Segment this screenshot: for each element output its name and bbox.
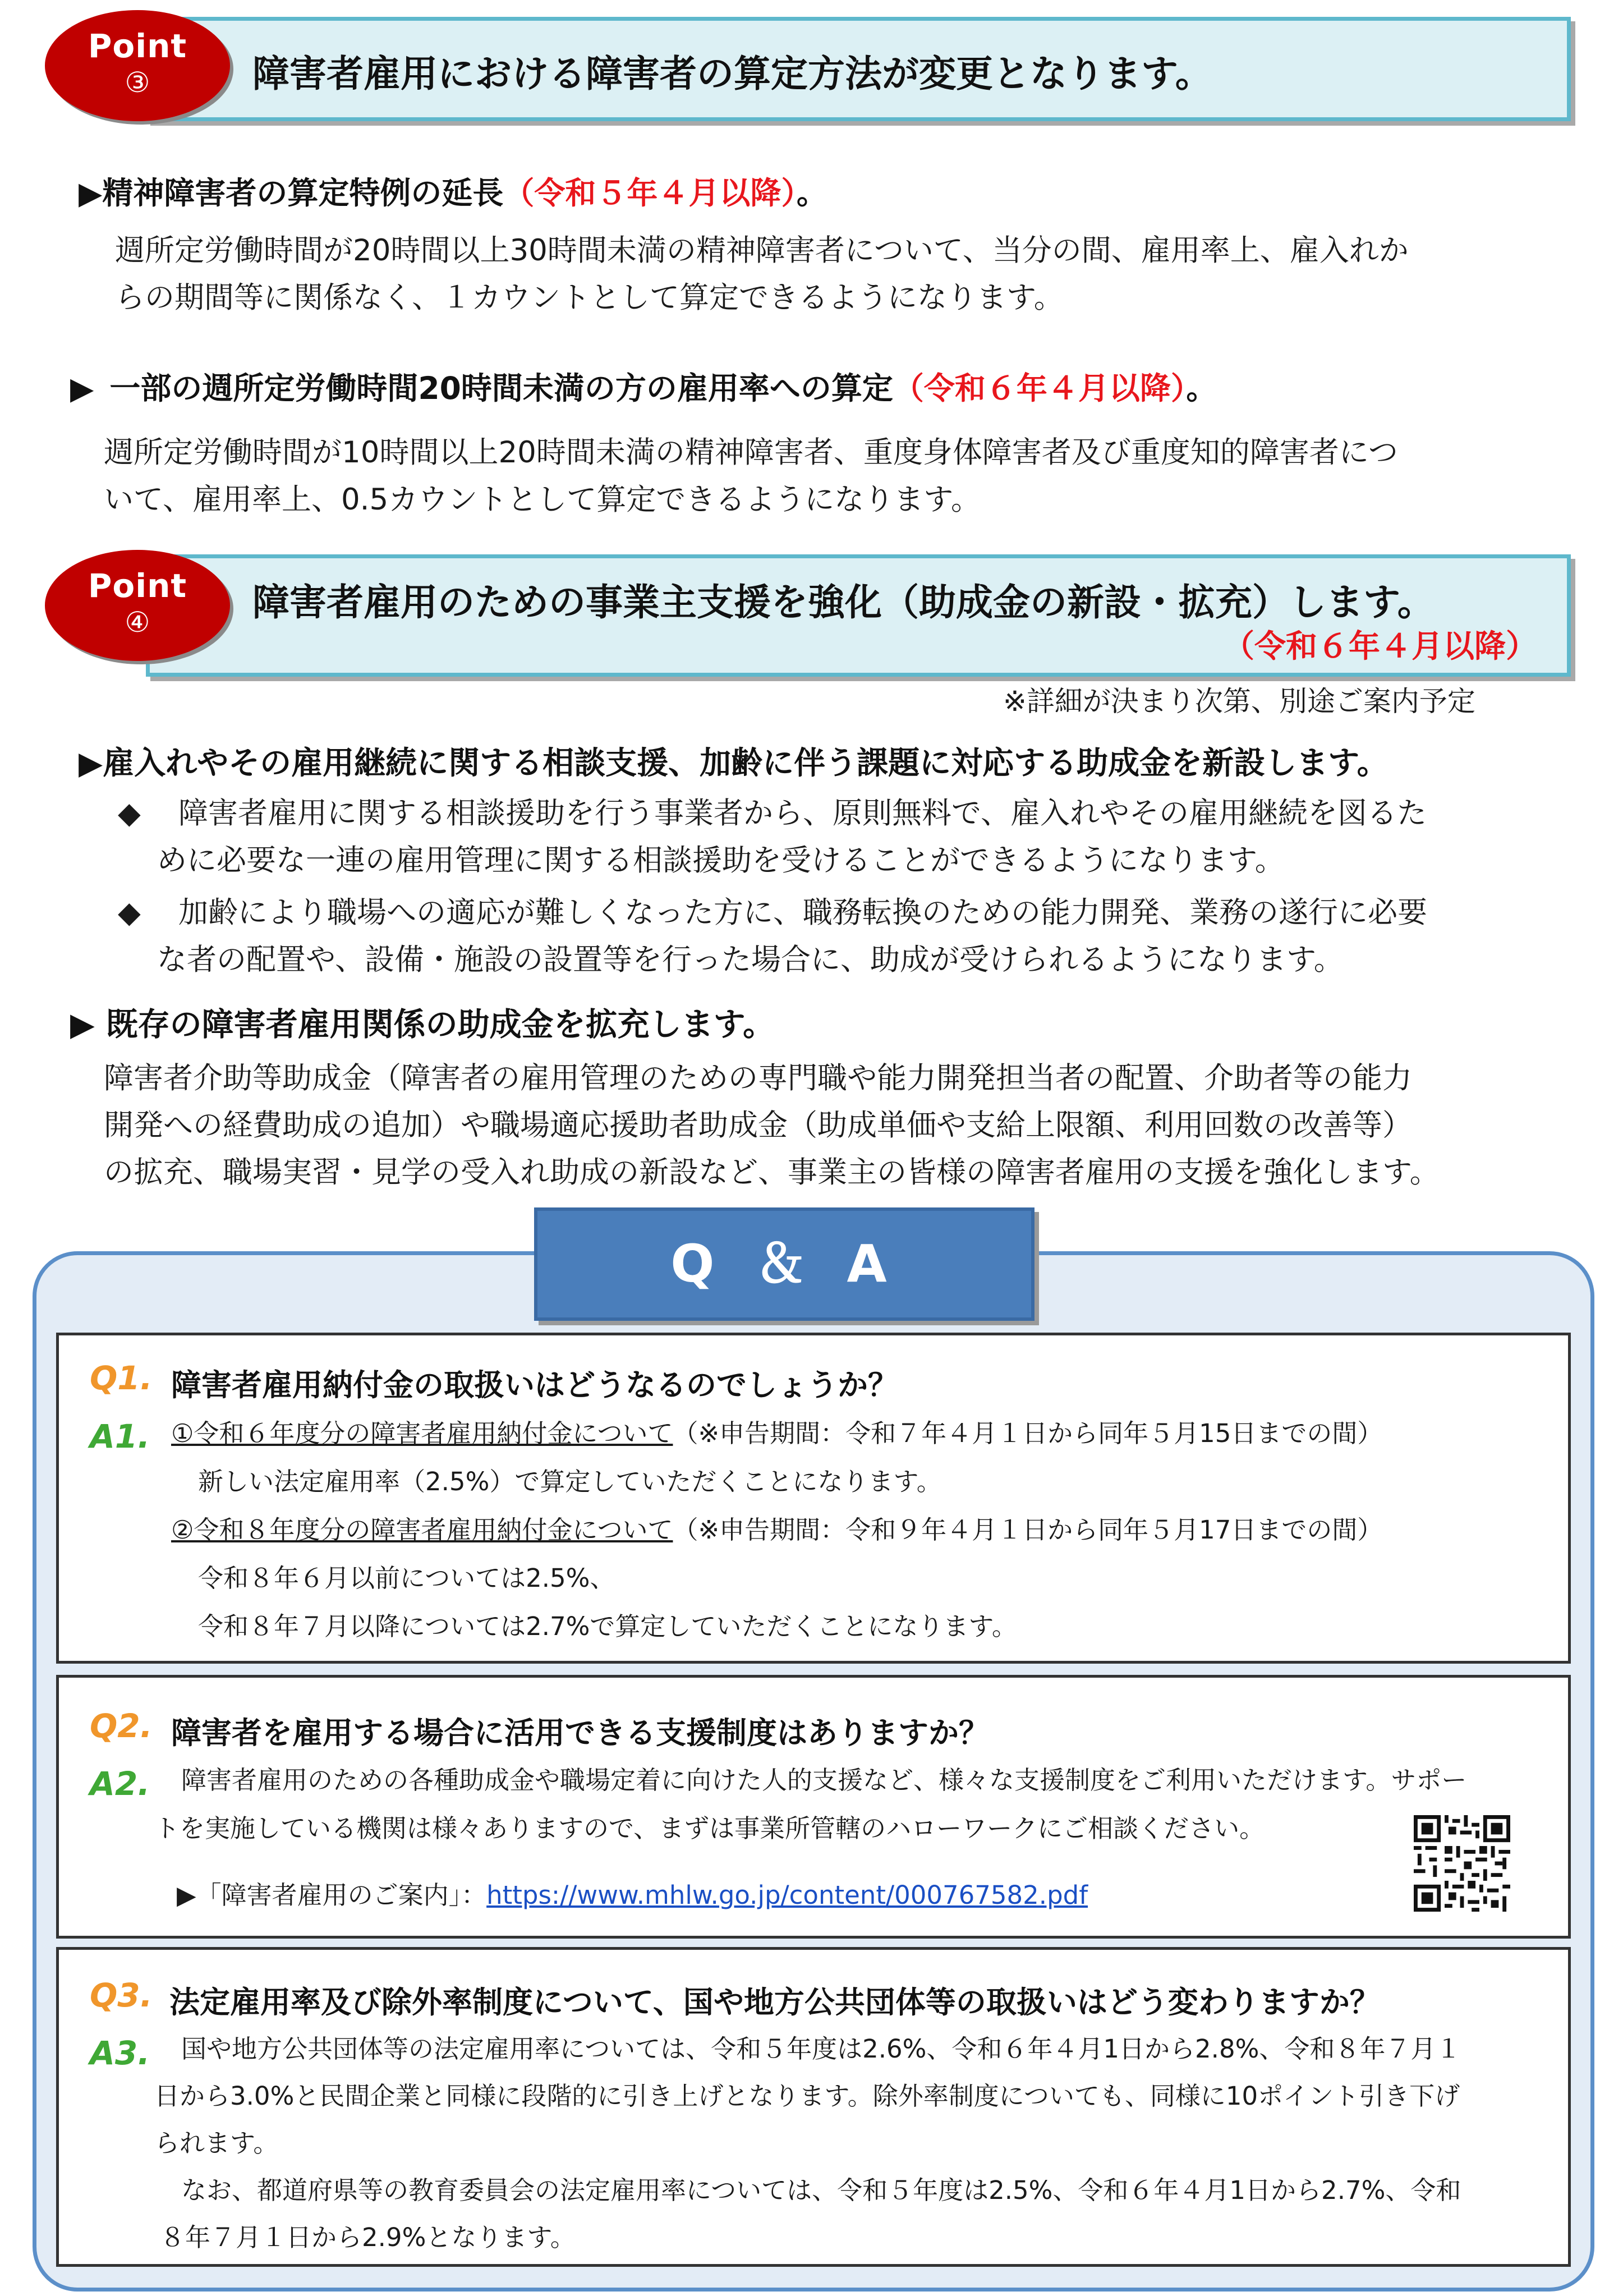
a1-part2-title: ②令和８年度分の障害者雇用納付金について [171, 1515, 673, 1545]
sec1-date: （令和５年４月以降） [503, 175, 797, 211]
point3-badge-number: ③ [125, 66, 150, 99]
q1-label: Q1. [90, 1359, 153, 1397]
sec2-marker-icon: ▶ [70, 370, 94, 406]
sec2-body: 週所定労働時間が10時間以上20時間未満の精神障害者、重度身体障害者及び重度知的障害者につ いて、雇用率上、0.5カウントとして算定できるようになります。 [104, 435, 1398, 517]
a2-link-label: ▶「障害者雇用のご案内」： [177, 1880, 487, 1910]
sec4-heading: ▶ 既存の障害者雇用関係の助成金を拡充します。 [70, 1006, 775, 1043]
diamond-bullet-icon: ◆ [118, 796, 141, 830]
point4-badge [45, 550, 230, 661]
sec1-body: 週所定労働時間が20時間以上30時間未満の精神障害者について、当分の間、雇用率上、雇入れか らの期間等に関係なく、１カウントとして算定できるようになります。 [115, 233, 1409, 315]
a1-label: A1. [90, 1417, 150, 1455]
qr-code-icon [1414, 1815, 1510, 1912]
point3-badge [45, 10, 230, 121]
point3-badge-word: Point [88, 27, 187, 65]
q2-label: Q2. [90, 1707, 153, 1745]
a3-label: A3. [90, 2034, 150, 2072]
a2-answer: 障害者雇用のための各種助成金や職場定着に向けた人的支援など、様々な支援制度をご利用いただけます。サポー トを実施している機関は様々ありますので、まずは事業所管轄のハローワークにご相談ください。 [154, 1765, 1467, 1843]
sec3-heading: ▶雇入れやその雇用継続に関する相談支援、加齢に伴う課題に対応する助成金を新設します。 [79, 745, 1388, 782]
diamond-bullet-icon: ◆ [118, 896, 141, 930]
qa-title: Q ＆ A [534, 1207, 1035, 1321]
q1-question: 障害者雇用納付金の取扱いはどうなるのでしょうか？ [171, 1367, 898, 1403]
a1-part1-title: ①令和６年度分の障害者雇用納付金について [171, 1418, 673, 1448]
q2-question: 障害者を雇用する場合に活用できる支援制度はありますか？ [171, 1715, 989, 1751]
q3-question: 法定雇用率及び除外率制度について、国や地方公共団体等の取扱いはどう変わりますか？ [169, 1985, 1380, 2020]
sec2-date: （令和６年４月以降） [893, 370, 1187, 406]
point4-title: 障害者雇用のための事業主支援を強化（助成金の新設・拡充）します。 [252, 581, 1435, 624]
a2-link-row [177, 1871, 1299, 1920]
point4-date: （令和６年４月以降） [1223, 628, 1537, 665]
point4-badge-word: Point [88, 567, 187, 605]
sec3-bullet1: ◆ 障害者雇用に関する相談援助を行う事業者から、原則無料で、雇入れやその雇用継続を図るた めに必要な一連の雇用管理に関する相談援助を受けることができるようになります。 [118, 790, 1576, 884]
sec2-heading: ▶ 一部の週所定労働時間20時間未満の方の雇用率への算定（令和６年４月以降）。 [70, 370, 1217, 406]
a1-answer: ①令和６年度分の障害者雇用納付金について（※申告期間：令和７年４月１日から同年５月15日までの間） 新しい法定雇用率（2.5%）で算定していただくことになります。 ②令和８年度分の障害者雇用納付金について（※申告期間：令和９年４月１日から同年５月17日までの間） 令和８年６月以前については2.5%、 令和８年７月以降については2.7%で算定していただくことになります。 [171, 1418, 1383, 1641]
point4-note: ※詳細が決まり次第、別途ご案内予定 [1003, 685, 1475, 718]
a2-link[interactable]: https://www.mhlw.go.jp/content/000767582.pdf [486, 1880, 1088, 1910]
sec4-body: 障害者介助等助成金（障害者の雇用管理のための専門職や能力開発担当者の配置、介助者等の能力 開発への経費助成の追加）や職場適応援助者助成金（助成単価や支給上限額、利用回数の改善等） の拡充、職場実習・見学の受入れ助成の新設など、事業主の皆様の障害者雇用の支援を強化します。 [104, 1061, 1440, 1190]
sec1-marker-icon: ▶ [79, 175, 103, 211]
sec3-bullet2: ◆ 加齢により職場への適応が難しくなった方に、職務転換のための能力開発、業務の遂行に必要 な者の配置や、設備・施設の設置等を行った場合に、助成が受けられるようになります。 [118, 889, 1576, 984]
q3-label: Q3. [90, 1976, 153, 2014]
sec1-heading: ▶精神障害者の算定特例の延長（令和５年４月以降）。 [79, 175, 827, 211]
a3-answer: 国や地方公共団体等の法定雇用率については、令和５年度は2.6%、令和６年４月1日から2.8%、令和８年７月１ 日から3.0%と民間企業と同様に段階的に引き上げとなります。除外率制度についても、同様に10ポイント引き下げ られます。 なお、都道府県等の教育委員会の法定雇用率については、令和５年度は2.5%、令和６年４月1日から2.7%、令和 ８年７月１日から2.9%となります。 [154, 2034, 1461, 2252]
a2-label: A2. [90, 1765, 150, 1803]
point3-title: 障害者雇用における障害者の算定方法が変更となります。 [252, 52, 1212, 95]
point4-badge-number: ④ [125, 606, 150, 639]
